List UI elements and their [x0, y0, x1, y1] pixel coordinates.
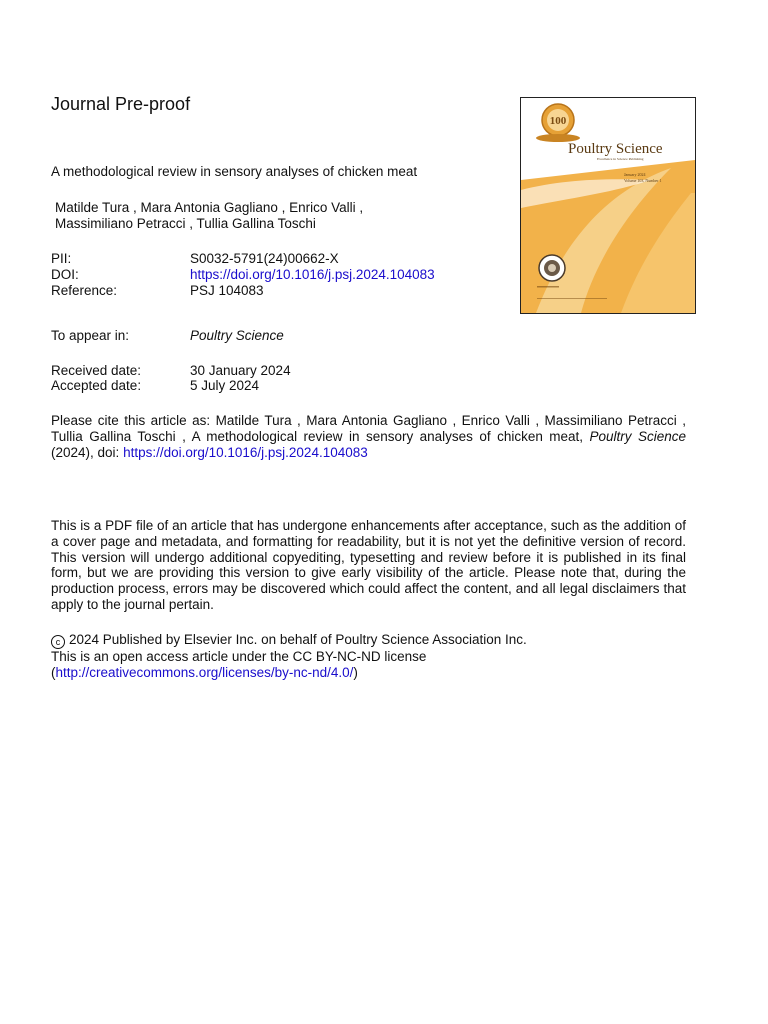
anniversary-number: 100: [549, 115, 567, 127]
license-link[interactable]: http://creativecommons.org/licenses/by-nc-nd/4.0/: [55, 664, 354, 680]
copyright-line: [51, 632, 691, 649]
pii-label: PII:: [51, 251, 72, 266]
citation-paragraph: [51, 413, 686, 460]
license-url-line: [51, 665, 691, 681]
journal-pre-proof-header: Journal Pre-proof: [51, 94, 191, 114]
copyright-icon: c: [51, 635, 65, 649]
received-label: Received date:: [51, 363, 142, 378]
reference-label: Reference:: [51, 283, 118, 298]
author-line-2: Massimiliano Petracci , Tullia Gallina Toschi: [55, 216, 316, 231]
doi-label: DOI:: [51, 267, 79, 282]
pii-value: S0032-5791(24)00662-X: [190, 251, 339, 266]
license-text: This is an open access article under the CC BY-NC-ND license: [51, 649, 427, 664]
cover-volume: Volume 103, Number 1: [624, 178, 662, 183]
received-date: 30 January 2024: [190, 363, 291, 378]
license-open-paren: (: [51, 664, 56, 680]
citation-prefix: Please cite this article as:: [51, 413, 211, 428]
appear-in-journal: Poultry Science: [190, 328, 284, 343]
citation-year-doi: (2024), doi:: [51, 444, 120, 460]
citation-journal: Poultry Science: [589, 428, 687, 444]
cover-artwork: [521, 98, 695, 313]
rights-block: [51, 632, 691, 681]
citation-doi-link[interactable]: https://doi.org/10.1016/j.psj.2024.104083: [123, 444, 368, 460]
cover-journal-title: Poultry Science: [568, 141, 663, 157]
cover-issue-date: January 2024: [624, 172, 646, 177]
copyright-text: 2024 Published by Elsevier Inc. on behalf of Poultry Science Association Inc.: [69, 632, 527, 647]
accepted-label: Accepted date:: [51, 378, 142, 393]
journal-cover-image: [520, 97, 696, 314]
citation-title: A methodological review in sensory analyses of chicken meat,: [191, 428, 584, 444]
doi-link[interactable]: https://doi.org/10.1016/j.psj.2024.104083: [190, 267, 435, 282]
pdf-notice-paragraph: This is a PDF file of an article that has undergone enhancements after acceptance, such as the addition of a cover page and metadata, and formatting for readability, but it is not yet the definitive version of record. This version will undergo additional copyediting, typesetting and review before it is published in its final form, but we are providing this version to give early visibility of the article. Please note that, during the production process, errors may be discovered which could affect the content, and all legal disclaimers that apply to the journal pertain.: [51, 518, 686, 612]
cover-tagline: Excellence in Science Publishing: [597, 157, 644, 161]
author-list: [55, 200, 515, 232]
author-line-1: Matilde Tura , Mara Antonia Gagliano , Enrico Valli ,: [55, 200, 364, 215]
accepted-date: 5 July 2024: [190, 378, 260, 393]
association-seal-icon: [539, 255, 565, 281]
license-close-paren: ): [353, 664, 358, 680]
citation-authors: Matilde Tura , Mara Antonia Gagliano , Enrico Valli , Massimiliano Petracci , Tullia Gallina Toschi ,: [51, 413, 686, 444]
article-title: A methodological review in sensory analyses of chicken meat: [51, 164, 418, 179]
appear-in-label: To appear in:: [51, 328, 130, 343]
reference-value: PSJ 104083: [190, 283, 264, 298]
